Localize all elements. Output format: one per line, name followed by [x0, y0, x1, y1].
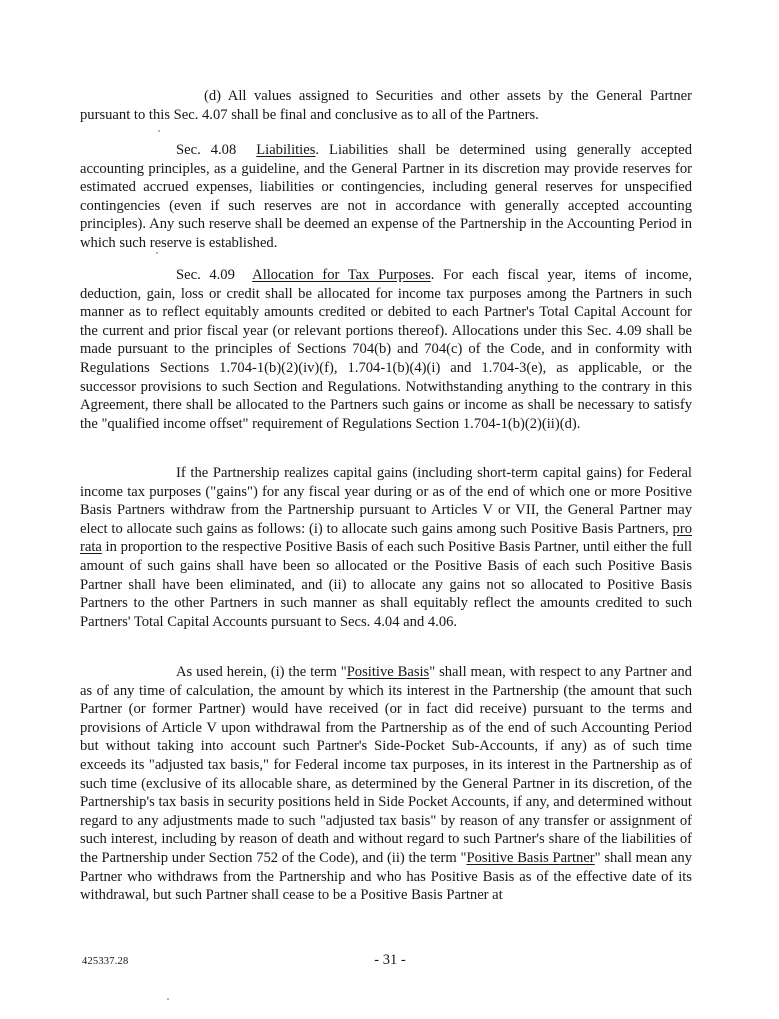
section-number: Sec. 4.08 — [176, 142, 237, 158]
scan-speck — [158, 130, 160, 132]
section-number: Sec. 4.09 — [176, 267, 235, 283]
page-number: - 31 - — [374, 952, 406, 968]
scan-speck — [167, 998, 169, 1000]
paragraph-positive-basis-definition — [80, 663, 692, 905]
paragraph-text: " shall mean, with respect to any Partner and as of any time of calculation, the amount by which its interest in the Partnership (the amount that such Partner (or former Partner) would have received (or in fact did receive) pursuant to the terms and provisions of Article V upon withdrawal from the Partnership as of the end of such Accounting Period but without taking into account such Partner's Side-Pocket Sub-Accounts, if any) as of such time exceeds its "adjusted tax basis," for Federal income tax purposes, in its interest in the Partnership as of such time (exclusive of its allocable share, as determined by the General Partner in its discretion, of the Partnership's tax basis in security positions held in Side Pocket Accounts, if any, and determined without regard to any adjustments made to such "adjusted tax basis" by reason of any transfer or assignment of such interest, including by reason of death and without regard to such Partner's share of the liabilities of the Partnership under Section 752 of the Code), and (ii) the term " — [80, 664, 692, 866]
paragraph-text: in proportion to the respective Positive Basis of each such Positive Basis Partner, until either the full amount of such gains shall have been so allocated or the Positive Basis of each such Positive Basis Partner shall have been eliminated, and (ii) to allocate any gains not so allocated to Positive Basis Partners to the other Partners in such manner as shall equitably reflect the amounts credited to such Partners' Total Capital Accounts pursuant to Secs. 4.04 and 4.06. — [80, 539, 692, 630]
section-heading: Allocation for Tax Purposes — [252, 267, 431, 283]
paragraph-text: (d) All values assigned to Securities and other assets by the General Partner pursuant to this Sec. 4.07 shall be final and conclusive as to all of the Partners. — [80, 88, 692, 123]
defined-term-positive-basis-partner: Positive Basis Partner — [466, 849, 595, 866]
section-heading: Liabilities — [256, 142, 316, 158]
paragraph-positive-basis-gains — [80, 464, 692, 631]
pro-rata-term: pro rata — [80, 520, 692, 556]
defined-term-positive-basis: Positive Basis — [346, 664, 430, 680]
document-id: 425337.28 — [82, 956, 129, 967]
paragraph-text: As used herein, (i) the term " — [176, 664, 347, 680]
paragraph-text: " shall mean any Partner who withdraws from the Partnership and who has Positive Basis as of the effective date of its withdrawal, but such Partner shall cease to be a Positive Basis Partner at — [80, 849, 692, 904]
paragraph-text: . Liabilities shall be determined using generally accepted accounting principles, as a guideline, and the General Partner in its discretion may provide reserves for estimated accrued expenses, liabilities or contingencies, including general reserves for unspecified contingencies (even if such reserves are not in accordance with generally accepted accounting principles). Any such reserve shall be deemed an expense of the Partnership in the Accounting Period in which such reserve is established. — [80, 142, 693, 251]
paragraph-4-07-d — [80, 87, 692, 124]
paragraph-text: If the Partnership realizes capital gains (including short-term capital gains) for Federal income tax purposes ("gains") for any fiscal year during or as of the end of which one or more Positive Basis Partners withdraw from the Partnership pursuant to Articles V or VII, the General Partner may elect to allocate such gains as follows: (i) to allocate such gains among such Positive Basis Partners, — [80, 465, 692, 537]
paragraph-text: . For each fiscal year, items of income, deduction, gain, loss or credit shall be allocated for income tax purposes among the Partners in such manner as to reflect equitably amounts credited or debited to each Partner's Total Capital Account for the current and prior fiscal year (or relevant portions thereof). Allocations under this Sec. 4.09 shall be made pursuant to the principles of Sections 704(b) and 704(c) of the Code, and in conformity with Regulations Sections 1.704-1(b)(2)(iv)(f), 1.704-1(b)(4)(i) and 1.704-3(e), as applicable, or the successor provisions to such Section and Regulations. Notwithstanding anything to the contrary in this Agreement, there shall be allocated to the Partners such gains or income as shall be necessary to satisfy the "qualified income offset" requirement of Regulations Section 1.704-1(b)(2)(ii)(d). — [80, 267, 692, 432]
paragraph-sec-4-09 — [80, 266, 692, 433]
scan-speck — [156, 252, 158, 254]
paragraph-sec-4-08 — [80, 141, 692, 253]
